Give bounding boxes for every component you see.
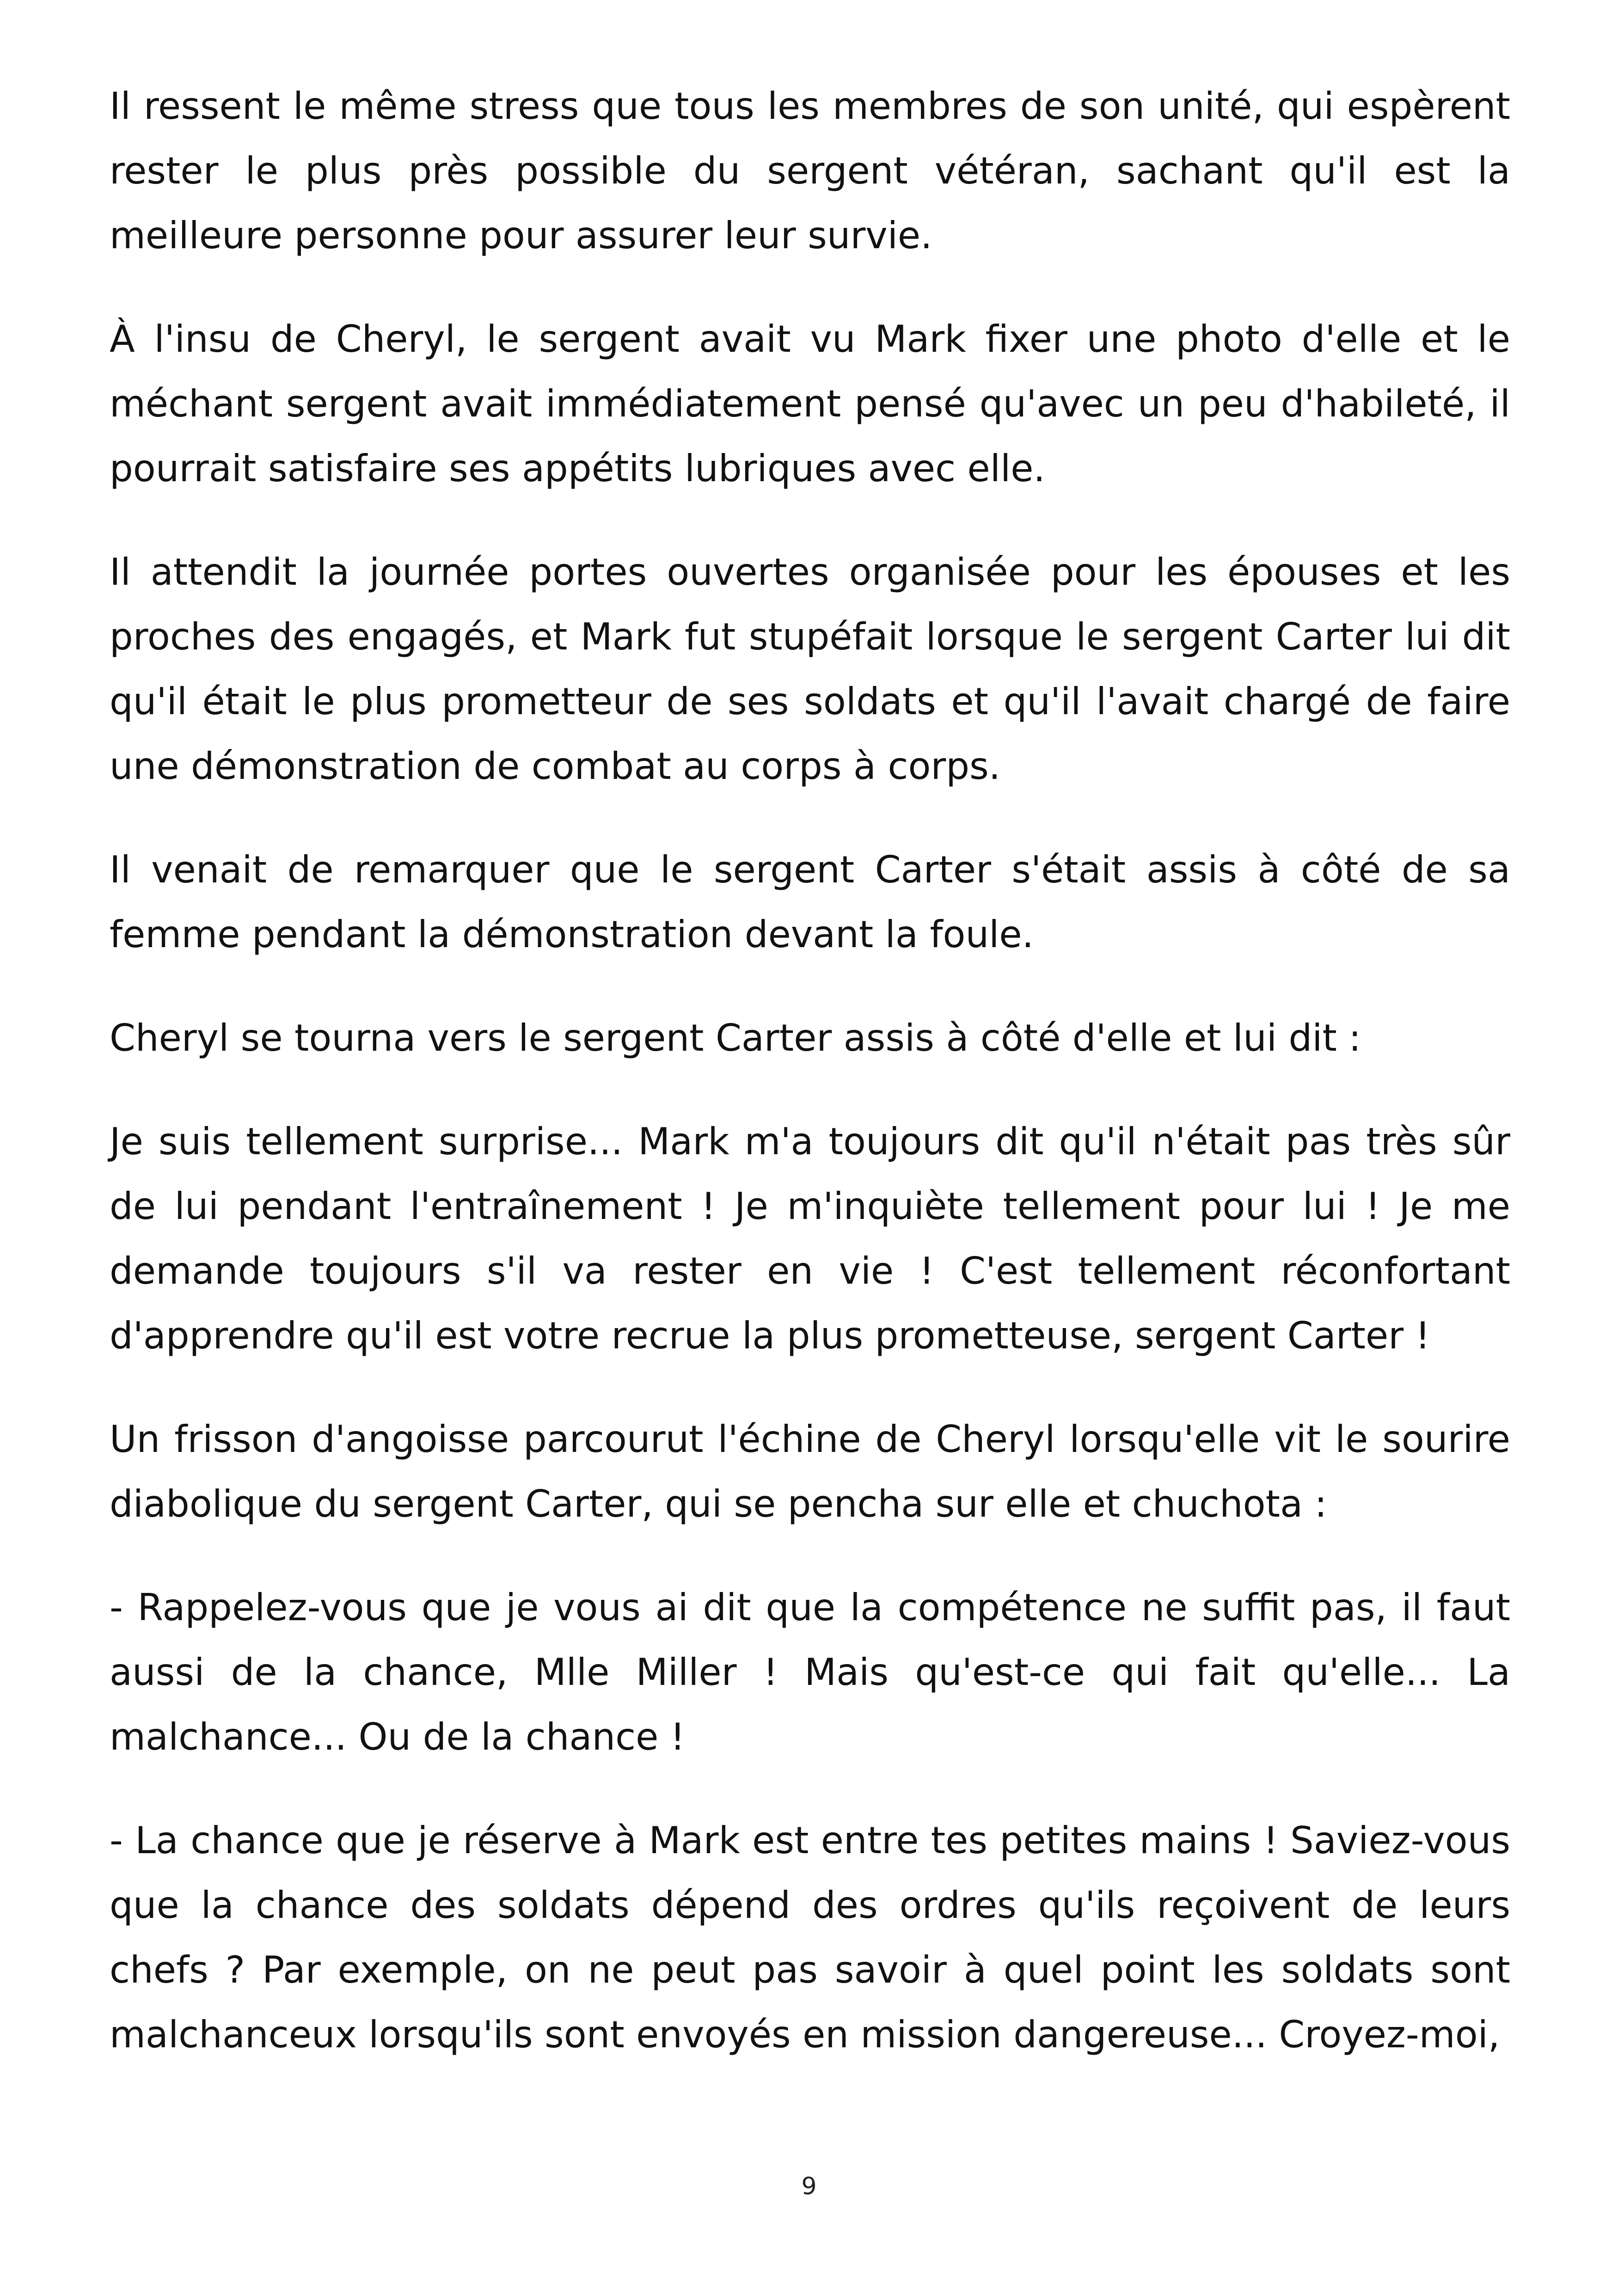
page-number: 9 [801, 2173, 817, 2200]
paragraph-3: Il attendit la journée portes ouvertes organisée pour les épouses et les proches des engagés, et Mark fut stupéfait lorsque le sergent Carter lui dit qu'il était le plus prometteur de ses soldats et qu'il l'avait chargé de faire une démonstration de combat au corps à corps. [110, 551, 1510, 788]
paragraph-7: Un frisson d'angoisse parcourut l'échine de Cheryl lorsqu'elle vit le sourire diabolique du sergent Carter, qui se pencha sur elle et chuchota : [110, 1418, 1510, 1525]
paragraph-9: - La chance que je réserve à Mark est entre tes petites mains ! Saviez-vous que la chance des soldats dépend des ordres qu'ils reçoivent de leurs chefs ? Par exemple, on ne peut pas savoir à quel point les soldats sont malchanceux lorsqu'ils sont envoyés en mission dangereuse... Croyez-moi, [110, 1819, 1510, 2056]
paragraph-6: Je suis tellement surprise... Mark m'a toujours dit qu'il n'était pas très sûr de lui pendant l'entraînement ! Je m'inquiète tellement pour lui ! Je me demande toujours s'il va rester en vie ! C'est tellement réconfortant d'apprendre qu'il est votre recrue la plus prometteuse, sergent Carter ! [110, 1120, 1510, 1357]
paragraph-2: À l'insu de Cheryl, le sergent avait vu Mark fixer une photo d'elle et le méchant sergent avait immédiatement pensé qu'avec un peu d'habileté, il pourrait satisfaire ses appétits lubriques avec elle. [110, 318, 1510, 490]
paragraph-1: Il ressent le même stress que tous les membres de son unité, qui espèrent rester le plus près possible du sergent vétéran, sachant qu'il est la meilleure personne pour assurer leur survie. [110, 85, 1510, 257]
paragraph-4: Il venait de remarquer que le sergent Carter s'était assis à côté de sa femme pendant la démonstration devant la foule. [110, 848, 1510, 956]
page-body [110, 74, 1510, 2106]
paragraph-5: Cheryl se tourna vers le sergent Carter assis à côté d'elle et lui dit : [110, 1016, 1361, 1059]
paragraph-8: - Rappelez-vous que je vous ai dit que la compétence ne suffit pas, il faut aussi de la chance, Mlle Miller ! Mais qu'est-ce qui fait qu'elle... La malchance... Ou de la chance ! [110, 1586, 1510, 1758]
